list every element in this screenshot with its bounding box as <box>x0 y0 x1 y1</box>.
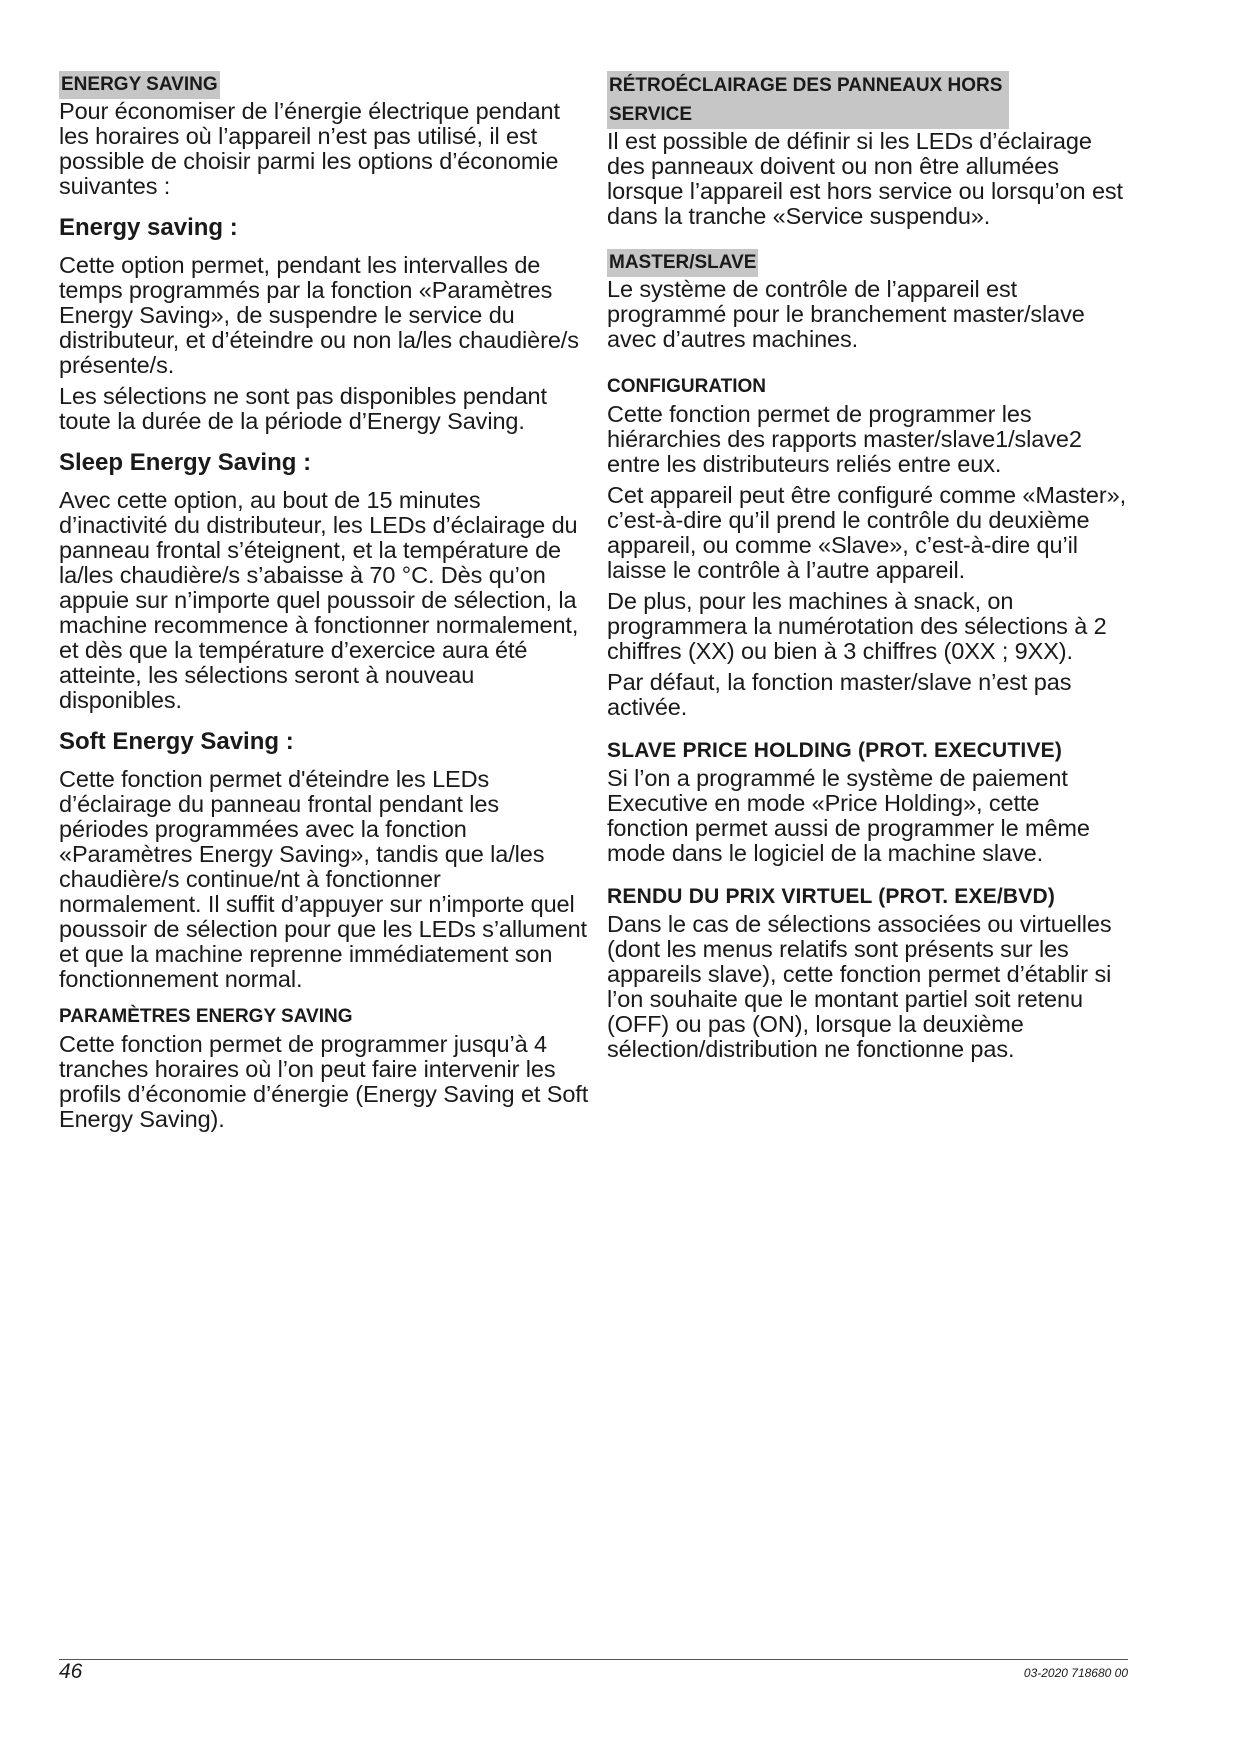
retroeclairage-heading: RÉTROÉCLAIRAGE DES PANNEAUX HORS SERVICE <box>607 71 1009 129</box>
master-slave-heading: MASTER/SLAVE <box>607 249 758 277</box>
left-column <box>59 71 589 1138</box>
document-code: 03-2020 718680 00 <box>1023 1666 1128 1680</box>
configuration-paragraph-1: Cette fonction permet de programmer les hiérarchies des rapports master/slave1/slave2 entre les distributeurs reliés entre eux. <box>607 401 1082 477</box>
parametres-energy-saving-paragraph: Cette fonction permet de programmer jusqu’à 4 tranches horaires où l’on peut faire intervenir les profils d’économie d’énergie (Energy Saving et Soft Energy Saving). <box>59 1031 589 1132</box>
energy-saving-subheading: Energy saving : <box>59 214 238 241</box>
configuration-heading: CONFIGURATION <box>607 376 767 397</box>
slave-price-holding-paragraph: Si l’on a programmé le système de paiement Executive en mode «Price Holding», cette fonction permet aussi de programmer le même mode dans le logiciel de la machine slave. <box>607 765 1090 866</box>
rendu-prix-virtuel-heading: RENDU DU PRIX VIRTUEL (PROT. EXE/BVD) <box>607 885 1056 908</box>
page-number: 46 <box>59 1660 83 1683</box>
configuration-paragraph-4: Par défaut, la fonction master/slave n’est pas activée. <box>607 669 1072 720</box>
slave-price-holding-heading: SLAVE PRICE HOLDING (PROT. EXECUTIVE) <box>607 739 1063 762</box>
configuration-paragraph-3: De plus, pour les machines à snack, on programmera la numérotation des sélections à 2 chiffres (XX) ou bien à 3 chiffres (0XX ; 9XX). <box>607 588 1107 664</box>
energy-intro-paragraph: Pour économiser de l’énergie électrique pendant les horaires où l’appareil n’est pas utilisé, il est possible de choisir parmi les options d’économie suivantes : <box>59 98 560 199</box>
sleep-energy-saving-subheading: Sleep Energy Saving : <box>59 449 312 476</box>
parametres-energy-saving-heading: PARAMÈTRES ENERGY SAVING <box>59 1006 353 1027</box>
energy-saving-paragraph-1: Cette option permet, pendant les intervalles de temps programmés par la fonction «Paramètres Energy Saving», de suspendre le service du distributeur, et d’éteindre ou non la/les chaudière/s présente/s. <box>59 252 579 378</box>
master-slave-paragraph: Le système de contrôle de l’appareil est programmé pour le branchement master/slave avec d’autres machines. <box>607 276 1085 352</box>
configuration-paragraph-2: Cet appareil peut être configuré comme «Master», c’est-à-dire qu’il prend le contrôle du deuxième appareil, ou comme «Slave», c’est-à-dire qu’il laisse le contrôle à l’autre appareil. <box>607 482 1126 583</box>
soft-energy-saving-subheading: Soft Energy Saving : <box>59 728 294 755</box>
rendu-prix-virtuel-paragraph: Dans le cas de sélections associées ou virtuelles (dont les menus relatifs sont présents sur les appareils slave), cette fonction permet d’établir si l’on souhaite que le montant partiel soit retenu (OFF) ou pas (ON), lorsque la deuxième sélection/distribution ne fonctionne pas. <box>607 911 1112 1062</box>
footer-divider <box>59 1659 1128 1660</box>
sleep-energy-saving-paragraph: Avec cette option, au bout de 15 minutes d’inactivité du distributeur, les LEDs d’éclairage du panneau frontal s’éteignent, et la température de la/les chaudière/s s’abaisse à 70 °C. Dès qu’on appuie sur n’importe quel poussoir de sélection, la machine recommence à fonctionner normalement, et dès que la température d’exercice aura été atteinte, les sélections seront à nouveau disponibles. <box>59 487 579 713</box>
soft-energy-saving-paragraph: Cette fonction permet d'éteindre les LEDs d’éclairage du panneau frontal pendant les périodes programmées avec la fonction «Paramètres Energy Saving», tandis que la/les chaudière/s continue/nt à fonctionner normalement. Il suffit d’appuyer sur n’importe quel poussoir de sélection pour que les LEDs s’allument et que la machine reprenne immédiatement son fonctionnement normal. <box>59 766 587 992</box>
right-column <box>607 71 1127 1068</box>
energy-saving-heading: ENERGY SAVING <box>59 71 220 99</box>
retroeclairage-paragraph: Il est possible de définir si les LEDs d’éclairage des panneaux doivent ou non être allumées lorsque l’appareil est hors service ou lorsqu’on est dans la tranche «Service suspendu». <box>607 128 1123 229</box>
energy-saving-paragraph-2: Les sélections ne sont pas disponibles pendant toute la durée de la période d’Energy Saving. <box>59 383 547 434</box>
